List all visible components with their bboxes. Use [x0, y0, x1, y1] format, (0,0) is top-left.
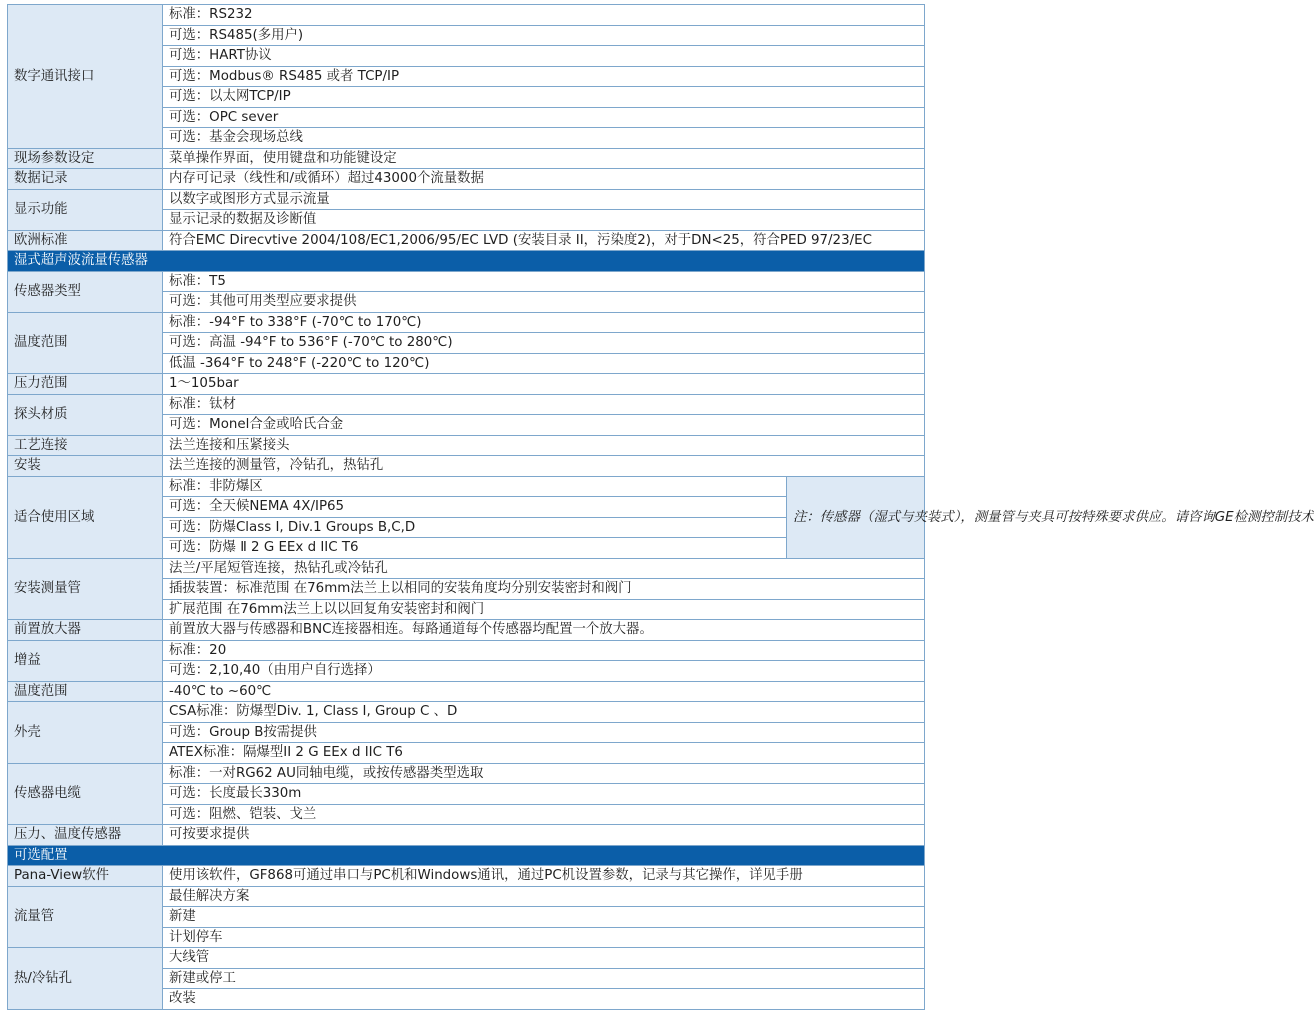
row-value: 标准：钛材 — [163, 394, 925, 415]
row-value: 可选：HART协议 — [163, 46, 925, 67]
row-label: 工艺连接 — [8, 435, 163, 456]
row-value: 新建 — [163, 907, 925, 928]
row-label: 数据记录 — [8, 169, 163, 190]
table-row — [8, 886, 925, 907]
row-value: 扩展范围 在76mm法兰上以以回复角安装密封和阀门 — [163, 599, 925, 620]
row-label: 外壳 — [8, 702, 163, 764]
row-value: 新建或停工 — [163, 968, 925, 989]
row-value: 可选：防爆 Ⅱ 2 G EEx d IIC T6 — [163, 538, 787, 559]
row-value: 可按要求提供 — [163, 825, 925, 846]
row-value: 1～105bar — [163, 374, 925, 395]
row-value: 改装 — [163, 989, 925, 1010]
row-label: 前置放大器 — [8, 620, 163, 641]
row-label: 温度范围 — [8, 312, 163, 374]
row-value: 标准：RS232 — [163, 5, 925, 26]
row-value: 菜单操作界面，使用键盘和功能键设定 — [163, 148, 925, 169]
table-row — [8, 374, 925, 395]
row-value: 显示记录的数据及诊断值 — [163, 210, 925, 231]
table-row — [8, 948, 925, 969]
note-box: 注：传感器（湿式与夹装式），测量管与夹具可按特殊要求供应。请咨询GE检测控制技术 — [787, 476, 925, 558]
row-label: 流量管 — [8, 886, 163, 948]
row-value: 低温 -364°F to 248°F (-220℃ to 120℃) — [163, 353, 925, 374]
table-row — [8, 620, 925, 641]
row-value: 可选：高温 -94°F to 536°F (-70℃ to 280℃) — [163, 333, 925, 354]
row-label: 欧洲标准 — [8, 230, 163, 251]
row-label: 热/冷钻孔 — [8, 948, 163, 1010]
row-value: 可选：阻燃、铠装、戈兰 — [163, 804, 925, 825]
row-value: 可选：长度最长330m — [163, 784, 925, 805]
table-row — [8, 558, 925, 579]
row-value: 标准：T5 — [163, 271, 925, 292]
spec-table — [7, 4, 1314, 1010]
row-value: 可选：2,10,40（由用户自行选择） — [163, 661, 925, 682]
table-row — [8, 825, 925, 846]
row-label: 压力、温度传感器 — [8, 825, 163, 846]
section-header-row — [8, 251, 925, 272]
row-value: 可选：其他可用类型应要求提供 — [163, 292, 925, 313]
table-row — [8, 681, 925, 702]
table-row — [8, 312, 925, 333]
row-value: 前置放大器与传感器和BNC连接器相连。每路通道每个传感器均配置一个放大器。 — [163, 620, 925, 641]
row-label: 数字通讯接口 — [8, 5, 163, 149]
table-row — [8, 702, 925, 723]
table-row — [8, 476, 925, 497]
row-value: 可选：全天候NEMA 4X/IP65 — [163, 497, 787, 518]
row-value: 内存可记录（线性和/或循环）超过43000个流量数据 — [163, 169, 925, 190]
row-label: 增益 — [8, 640, 163, 681]
row-value: 可选：以太网TCP/IP — [163, 87, 925, 108]
row-value: 插拔装置：标准范围 在76mm法兰上以相同的安装角度均分别安装密封和阀门 — [163, 579, 925, 600]
row-value: 法兰连接的测量管，冷钻孔，热钻孔 — [163, 456, 925, 477]
row-value: -40℃ to ~60℃ — [163, 681, 925, 702]
row-label: 适合使用区域 — [8, 476, 163, 558]
row-value: 符合EMC Direcvtive 2004/108/EC1,2006/95/EC LVD (安装目录 II，污染度2)，对于DN<25，符合PED 97/23/EC — [163, 230, 925, 251]
row-label: 温度范围 — [8, 681, 163, 702]
table-row — [8, 169, 925, 190]
row-value: 标准：一对RG62 AU同轴电缆，或按传感器类型选取 — [163, 763, 925, 784]
row-label: 压力范围 — [8, 374, 163, 395]
table-row — [8, 763, 925, 784]
section-header: 可选配置 — [8, 845, 925, 866]
table-row — [8, 230, 925, 251]
row-label: 现场参数设定 — [8, 148, 163, 169]
table-row — [8, 148, 925, 169]
row-label: 安装测量管 — [8, 558, 163, 620]
table-row — [8, 866, 925, 887]
row-value: 可选：Group B按需提供 — [163, 722, 925, 743]
row-value: 标准：非防爆区 — [163, 476, 787, 497]
row-value: 最佳解决方案 — [163, 886, 925, 907]
row-value: 可选：RS485(多用户) — [163, 25, 925, 46]
row-value: 可选：OPC sever — [163, 107, 925, 128]
row-label: 传感器电缆 — [8, 763, 163, 825]
row-value: CSA标准：防爆型Div. 1, Class I, Group C 、D — [163, 702, 925, 723]
table-row — [8, 271, 925, 292]
row-value: 计划停车 — [163, 927, 925, 948]
row-value: 标准：-94°F to 338°F (-70℃ to 170℃) — [163, 312, 925, 333]
row-value: 可选：Monel合金或哈氏合金 — [163, 415, 925, 436]
row-label: 显示功能 — [8, 189, 163, 230]
row-value: 可选：防爆Class I, Div.1 Groups B,C,D — [163, 517, 787, 538]
row-value: 以数字或图形方式显示流量 — [163, 189, 925, 210]
table-row — [8, 435, 925, 456]
table-row — [8, 394, 925, 415]
table-row — [8, 5, 925, 26]
row-value: 可选：基金会现场总线 — [163, 128, 925, 149]
row-value: 可选：Modbus® RS485 或者 TCP/IP — [163, 66, 925, 87]
table-row — [8, 456, 925, 477]
row-value: 标准：20 — [163, 640, 925, 661]
section-header-row — [8, 845, 925, 866]
row-value: 使用该软件，GF868可通过串口与PC机和Windows通讯，通过PC机设置参数，记录与其它操作，详见手册 — [163, 866, 925, 887]
row-value: 法兰连接和压紧接头 — [163, 435, 925, 456]
table-row — [8, 640, 925, 661]
row-label: 传感器类型 — [8, 271, 163, 312]
table-row — [8, 189, 925, 210]
row-label: 探头材质 — [8, 394, 163, 435]
row-value: ATEX标准：隔爆型II 2 G EEx d IIC T6 — [163, 743, 925, 764]
row-label: 安装 — [8, 456, 163, 477]
row-value: 法兰/平尾短管连接，热钻孔或冷钻孔 — [163, 558, 925, 579]
row-label: Pana-View软件 — [8, 866, 163, 887]
section-header: 湿式超声波流量传感器 — [8, 251, 925, 272]
row-value: 大线管 — [163, 948, 925, 969]
